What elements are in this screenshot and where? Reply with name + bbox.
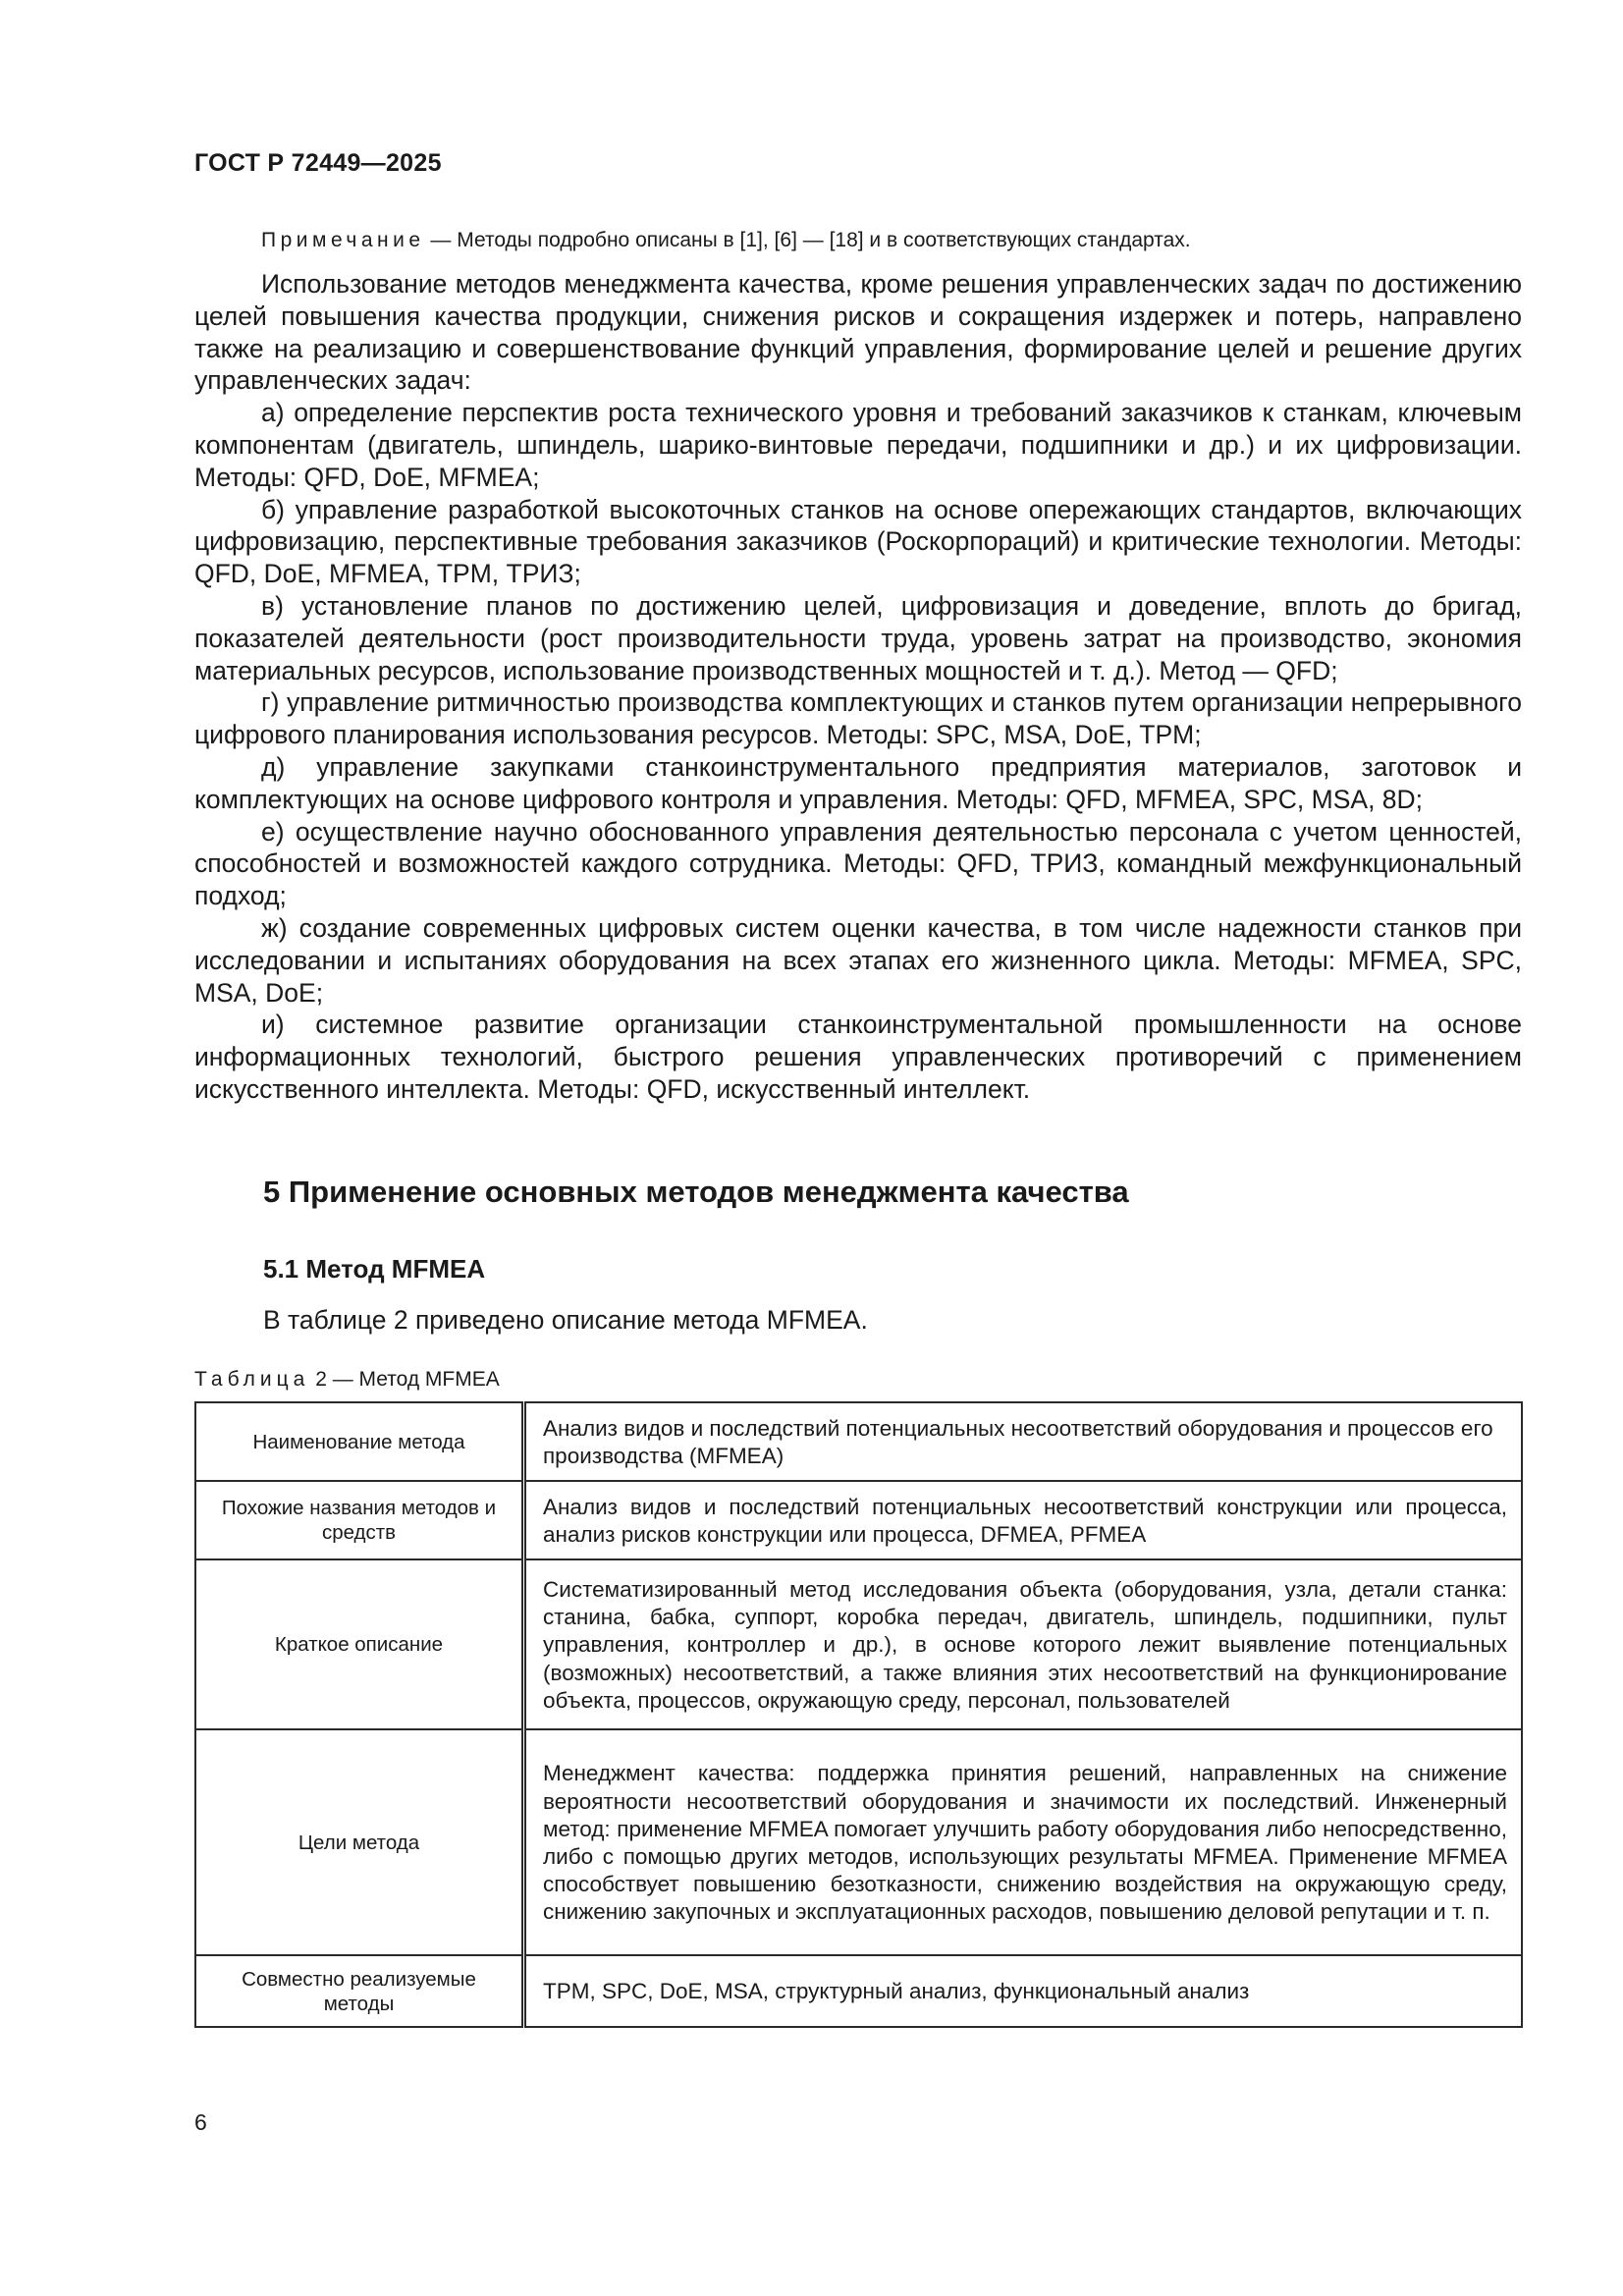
table-row [195, 1402, 1522, 1481]
section-title: 5 Применение основных методов менеджмента качества [263, 1175, 1129, 1209]
table-cell-value: Анализ видов и последствий потенциальных несоответствий конструкции или процесса, анализ рисков конструкции или процесса, DFMEA, PFMEA [524, 1481, 1523, 1559]
list-item-i: и) системное развитие организации станкоинструментальной промышленности на основе информационных технологий, быстрого решения управленческих противоречий с применением искусственного интеллекта. Методы: QFD, искусственный интеллект. [194, 1010, 1522, 1104]
table-cell-label: Наименование метода [195, 1402, 524, 1481]
intro-paragraph: Использование методов менеджмента качества, кроме решения управленческих задач по достижению целей повышения качества продукции, снижения рисков и сокращения издержек и потерь, направлено также на реализацию и совершенствование функций управления, формирование целей и решение других управленческих задач: [194, 269, 1522, 396]
table-cell-value: Менеджмент качества: поддержка принятия решений, направленных на снижение вероятности несоответствий оборудования и значимости их последствий. Инженерный метод: применение MFMEA помогает улучшить работу оборудования либо непосредственно, либо с помощью других методов, использующих результаты MFMEA. Применение MFMEA способствует повышению безотказности, снижению воздействия на окружающую среду, снижению закупочных и эксплуатационных расходов, повышению деловой репутации и т. п. [524, 1729, 1523, 1955]
subsection-title: 5.1 Метод MFMEA [263, 1254, 486, 1284]
note [261, 226, 1538, 255]
table-caption-label: Таблица [194, 1368, 310, 1391]
list-item-zh: ж) создание современных цифровых систем оценки качества, в том числе надежности станков при исследовании и испытаниях оборудования на всех этапах его жизненного цикла. Методы: MFMEA, SPC, MSA, DoE; [194, 912, 1522, 1008]
list-item-d: д) управление закупками станкоинструментального предприятия материалов, заготовок и комплектующих на основе цифрового контроля и управления. Методы: QFD, MFMEA, SPC, MSA, 8D; [194, 751, 1522, 814]
note-text: — Методы подробно описаны в [1], [6] — [18] и в соответствующих стандартах. [424, 229, 1191, 251]
list-item-a: а) определение перспектив роста технического уровня и требований заказчиков к станкам, ключевым компонентам (двигатель, шпиндель, шарико-винтовые передачи, подшипники и др.) и их цифровизации. Методы: QFD, DoE, MFMEA; [194, 398, 1522, 492]
method-table [194, 1401, 1523, 2028]
table-cell-label: Совместно реализуемые методы [195, 1955, 524, 2027]
table-cell-label: Похожие названия методов и средств [195, 1481, 524, 1559]
table-cell-value: TPM, SPC, DoE, MSA, структурный анализ, функциональный анализ [524, 1955, 1523, 2027]
table-row [195, 1955, 1522, 2027]
table-cell-label: Краткое описание [195, 1559, 524, 1729]
table-row [195, 1559, 1522, 1729]
list-item-e: е) осуществление научно обоснованного управления деятельностью персонала с учетом ценностей, способностей и возможностей каждого сотрудника. Методы: QFD, ТРИЗ, командный межфункциональный подход; [194, 816, 1522, 911]
list-item-g: г) управление ритмичностью производства комплектующих и станков путем организации непрерывного цифрового планирования использования ресурсов. Методы: SPC, MSA, DoE, TPM; [194, 687, 1522, 750]
table-caption-text: 2 — Метод MFMEA [315, 1368, 500, 1391]
note-label: Примечание [261, 229, 425, 251]
document-code: ГОСТ Р 72449—2025 [194, 149, 442, 177]
table-cell-label: Цели метода [195, 1729, 524, 1955]
table-caption [194, 1368, 500, 1392]
table-row [195, 1481, 1522, 1559]
table-cell-value: Анализ видов и последствий потенциальных несоответствий оборудования и процессов его производства (MFMEA) [524, 1402, 1523, 1481]
page-number: 6 [194, 2109, 207, 2135]
table-row [195, 1729, 1522, 1955]
section-intro: В таблице 2 приведено описание метода MFMEA. [263, 1305, 868, 1335]
table-cell-value: Систематизированный метод исследования объекта (оборудования, узла, детали станка: станина, бабка, суппорт, коробка передач, двигатель, шпиндель, подшипники, пульт управления, контроллер и др.), в основе которого лежит выявление потенциальных (возможных) несоответствий, а также влияния этих несоответствий на функционирование объекта, процессов, окружающую среду, персонал, пользователей [524, 1559, 1523, 1729]
body-text [194, 268, 1522, 1106]
list-item-b: б) управление разработкой высокоточных станков на основе опережающих стандартов, включающих цифровизацию, перспективные требования заказчиков (Роскорпораций) и критические технологии. Методы: QFD, DoE, MFMEA, TPM, ТРИЗ; [194, 494, 1522, 589]
list-item-v: в) установление планов по достижению целей, цифровизация и доведение, вплоть до бригад, показателей деятельности (рост производительности труда, уровень затрат на производство, экономия материальных ресурсов, использование производственных мощностей и т. д.). Метод — QFD; [194, 590, 1522, 685]
